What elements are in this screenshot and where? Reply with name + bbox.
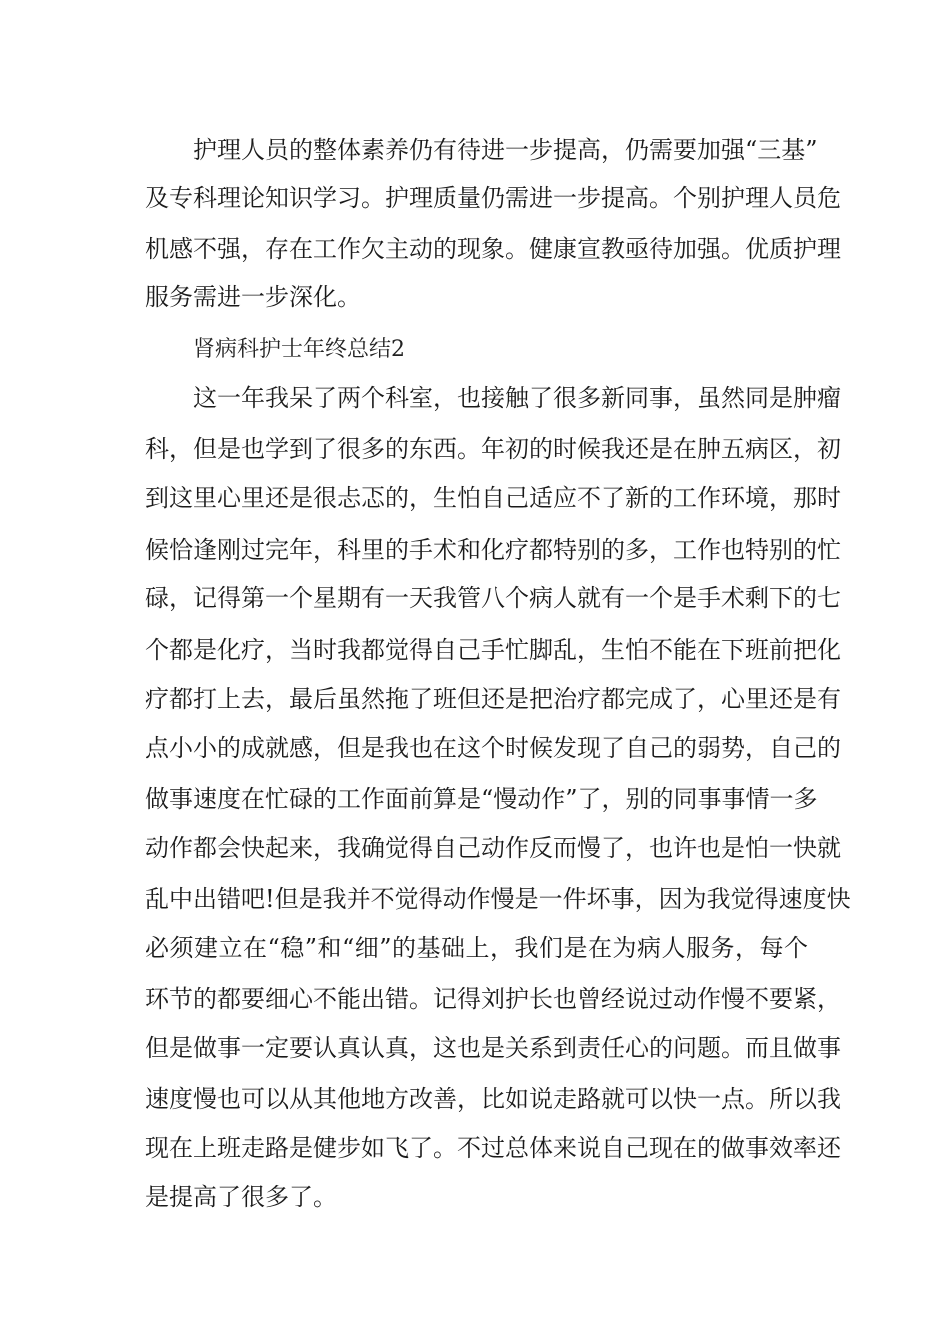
paragraph-line: 个都是化疗，当时我都觉得自己手忙脚乱，生怕不能在下班前把化: [145, 636, 841, 664]
paragraph-line: 碌，记得第一个星期有一天我管八个病人就有一个是手术剩下的七: [145, 584, 841, 612]
paragraph-line: 速度慢也可以从其他地方改善，比如说走路就可以快一点。所以我: [145, 1085, 841, 1113]
paragraph-line: 科，但是也学到了很多的东西。年初的时候我还是在肿五病区，初: [145, 435, 841, 463]
paragraph-line: 到这里心里还是很忐忑的，生怕自己适应不了新的工作环境，那时: [145, 484, 841, 512]
paragraph-line: 及专科理论知识学习。护理质量仍需进一步提高。个别护理人员危: [145, 184, 841, 212]
paragraph-line: 动作都会快起来，我确觉得自己动作反而慢了，也许也是怕一快就: [145, 834, 841, 862]
paragraph-line: 护理人员的整体素养仍有待进一步提高，仍需要加强“三基”: [193, 136, 818, 164]
paragraph-line: 候恰逢刚过完年，科里的手术和化疗都特别的多，工作也特别的忙: [145, 536, 841, 564]
paragraph-line: 疗都打上去，最后虽然拖了班但还是把治疗都完成了，心里还是有: [145, 685, 841, 713]
paragraph-line: 环节的都要细心不能出错。记得刘护长也曾经说过动作慢不要紧，: [145, 985, 841, 1013]
section-heading: 肾病科护士年终总结2: [193, 337, 405, 362]
paragraph-line: 服务需进一步深化。: [145, 283, 361, 311]
paragraph-line: 乱中出错吧!但是我并不觉得动作慢是一件坏事，因为我觉得速度快: [145, 885, 851, 913]
paragraph-line: 是提高了很多了。: [145, 1183, 337, 1211]
paragraph-line: 必须建立在“稳”和“细”的基础上，我们是在为病人服务，每个: [145, 934, 808, 962]
paragraph-line: 现在上班走路是健步如飞了。不过总体来说自己现在的做事效率还: [145, 1134, 841, 1162]
paragraph-line: 做事速度在忙碌的工作面前算是“慢动作”了，别的同事事情一多: [145, 785, 818, 813]
paragraph-line: 这一年我呆了两个科室，也接触了很多新同事，虽然同是肿瘤: [193, 384, 841, 412]
paragraph-line: 机感不强，存在工作欠主动的现象。健康宣教亟待加强。优质护理: [145, 235, 841, 263]
paragraph-line: 但是做事一定要认真认真，这也是关系到责任心的问题。而且做事: [145, 1034, 841, 1062]
paragraph-line: 点小小的成就感，但是我也在这个时候发现了自己的弱势，自己的: [145, 734, 841, 762]
